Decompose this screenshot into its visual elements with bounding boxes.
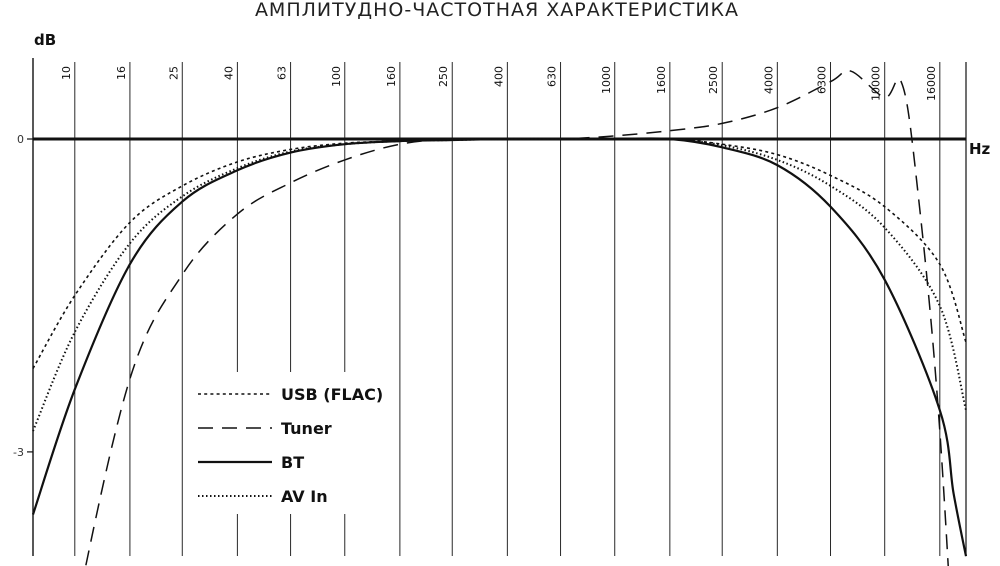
x-tick-label: 2500 — [707, 66, 721, 94]
legend-label: Tuner — [281, 419, 332, 438]
legend-label: AV In — [281, 487, 328, 506]
y-tick-label: -3 — [13, 445, 24, 459]
x-tick-label: 4000 — [762, 66, 776, 94]
data-series — [33, 71, 966, 566]
x-tick-label: 250 — [437, 66, 451, 87]
x-tick-label: 100 — [329, 66, 343, 87]
x-tick-label: 16 — [114, 66, 128, 80]
legend — [190, 372, 390, 514]
chart-title: АМПЛИТУДНО-ЧАСТОТНАЯ ХАРАКТЕРИСТИКА — [254, 0, 740, 21]
x-tick-label: 400 — [492, 66, 506, 87]
x-tick-label: 25 — [167, 66, 181, 80]
axes — [33, 58, 966, 556]
x-tick-label: 63 — [275, 66, 289, 81]
x-axis-unit-label: Hz — [969, 140, 991, 158]
x-tick-label: 630 — [545, 66, 559, 87]
legend-label: BT — [281, 453, 305, 472]
x-tick-label: 1000 — [599, 66, 613, 94]
x-tick-label: 10000 — [869, 66, 883, 101]
y-axis-unit-label: dB — [34, 31, 57, 49]
legend-label: USB (FLAC) — [281, 385, 384, 404]
x-tick-label: 16000 — [924, 66, 938, 101]
series-line-tuner — [33, 71, 966, 566]
series-line-bt — [33, 138, 966, 556]
x-tick-label: 10 — [59, 66, 73, 80]
series-line-usb-flac — [33, 139, 966, 369]
x-tick-label: 6300 — [815, 66, 829, 94]
x-tick-labels — [60, 66, 938, 101]
x-tick-label: 1600 — [654, 66, 668, 94]
y-tick-labels — [6, 133, 33, 566]
series-line-av-in — [33, 139, 966, 431]
x-tick-label: 160 — [384, 66, 398, 87]
x-tick-label: 40 — [222, 66, 236, 80]
y-tick-label: 0 — [17, 133, 24, 146]
